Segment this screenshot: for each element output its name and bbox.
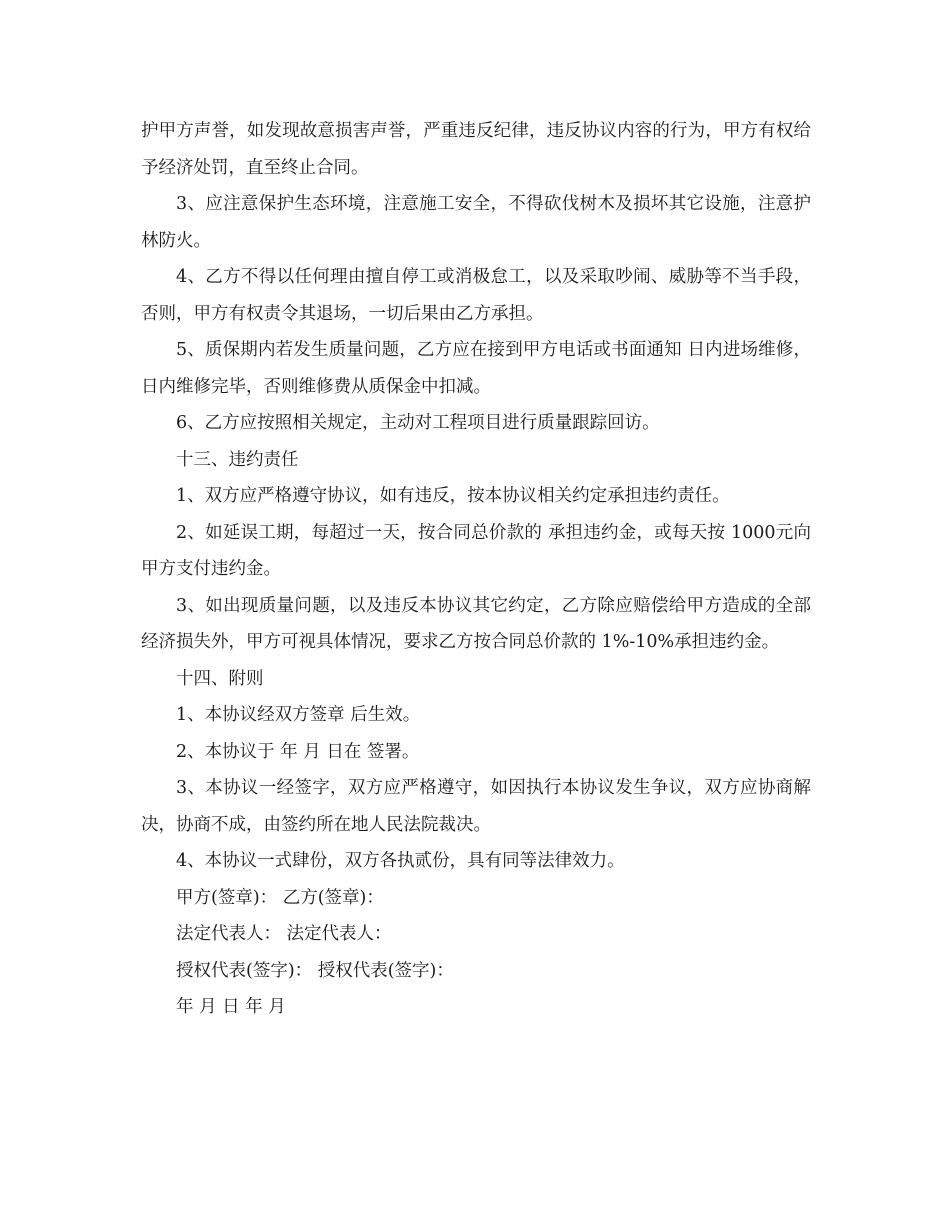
paragraph-liability-3: 3、如出现质量问题，以及违反本协议其它约定，乙方除应赔偿给甲方造成的全部经济损失外，甲方可视具体情况，要求乙方按合同总价款的 1%-10%承担违约金。: [141, 595, 811, 652]
paragraph-appendix-3: 3、本协议一经签字，双方应严格遵守，如因执行本协议发生争议，双方应协商解决，协商不成，由签约所在地人民法院裁决。: [141, 778, 811, 835]
paragraph-clause-4-no-stoppage: 4、乙方不得以任何理由擅自停工或消极怠工，以及采取吵闹、威胁等不当手段，否则，甲方有权责令其退场，一切后果由乙方承担。: [141, 267, 811, 324]
paragraph-clause-5-warranty: 5、质保期内若发生质量问题，乙方应在接到甲方电话或书面通知 日内进场维修， 日内维修完毕，否则维修费从质保金中扣减。: [141, 340, 811, 397]
paragraph-liability-2: 2、如延误工期，每超过一天，按合同总价款的 承担违约金，或每天按 1000元向甲方支付违约金。: [141, 522, 811, 579]
paragraph-appendix-4: 4、本协议一式肆份，双方各执贰份，具有同等法律效力。: [176, 851, 625, 871]
section-heading-liability: 十三、违约责任: [176, 449, 299, 470]
paragraph-appendix-1: 1、本协议经双方签章 后生效。: [176, 705, 421, 725]
paragraph-clause-6-followup: 6、乙方应按照相关规定，主动对工程项目进行质量跟踪回访。: [176, 413, 660, 433]
section-heading-appendix: 十四、附则: [176, 668, 264, 689]
paragraph-clause-3-environment: 3、应注意保护生态环境，注意施工安全，不得砍伐树木及损坏其它设施，注意护林防火。: [141, 194, 811, 251]
signature-line-authorized-representative: 授权代表(签字)： 授权代表(签字)：: [176, 960, 454, 981]
paragraph-liability-1: 1、双方应严格遵守协议，如有违反，按本协议相关约定承担违约责任。: [176, 486, 730, 506]
signature-line-date: 年 月 日 年 月: [176, 997, 286, 1017]
paragraph-continuation-reputation: 护甲方声誉，如发现故意损害声誉，严重违反纪律，违反协议内容的行为，甲方有权给予经济处罚，直至终止合同。: [141, 121, 811, 178]
document-body: [141, 113, 811, 1026]
signature-line-legal-representative: 法定代表人： 法定代表人：: [176, 924, 392, 944]
paragraph-appendix-2: 2、本协议于 年 月 日在 签署。: [176, 741, 420, 762]
signature-line-parties: 甲方(签章)： 乙方(签章)：: [176, 887, 384, 908]
